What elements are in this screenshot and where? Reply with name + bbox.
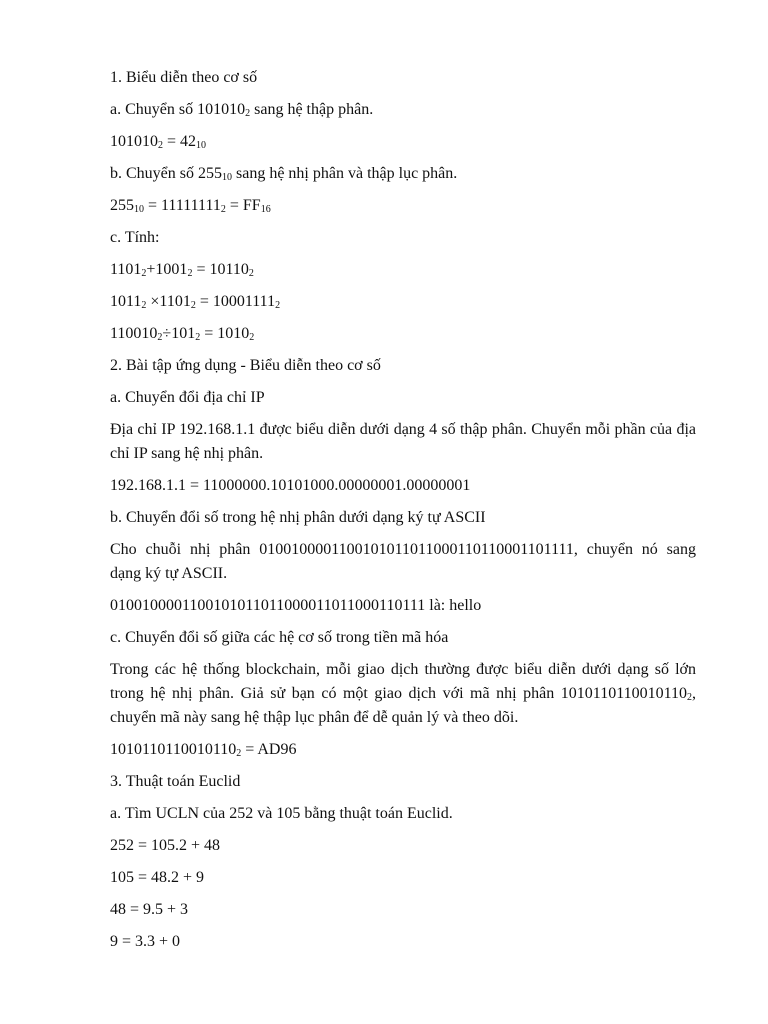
text: a. Chuyển số 101010	[110, 101, 246, 118]
section-2c-text	[110, 658, 696, 730]
base-subscript: 2	[190, 300, 196, 311]
text: sang hệ nhị phân và thập lục phân.	[232, 165, 458, 182]
operand: +1001	[146, 261, 188, 278]
result: = 1010	[200, 325, 250, 342]
number: = FF	[225, 197, 261, 214]
base-subscript: 2	[220, 204, 226, 215]
number: 101010	[110, 133, 158, 150]
result: = AD96	[241, 741, 297, 758]
result: = 10001111	[195, 293, 276, 310]
operand: 110010	[110, 325, 158, 342]
result: = 42	[163, 133, 197, 150]
euclid-step: 48 = 9.5 + 3	[110, 901, 189, 918]
section-2a-title: a. Chuyển đổi địa chỉ IP	[110, 389, 265, 406]
section-1b-answer	[110, 194, 696, 218]
base-subscript: 2	[141, 300, 147, 311]
section-1-title: 1. Biểu diễn theo cơ số	[110, 69, 258, 86]
section-1b-question	[110, 162, 696, 186]
operand: ÷101	[162, 325, 196, 342]
base-subscript: 16	[260, 204, 271, 215]
base-subscript: 2	[187, 268, 193, 279]
base-subscript: 2	[141, 268, 147, 279]
number: 1010110110010110	[110, 741, 237, 758]
section-3a-title: a. Tìm UCLN của 252 và 105 bằng thuật toán Euclid.	[110, 805, 453, 822]
section-2c-title: c. Chuyển đổi số giữa các hệ cơ số trong tiền mã hóa	[110, 629, 449, 646]
text: , chuyển mã này sang hệ thập lục phân để dễ quản lý và theo dõi.	[110, 685, 696, 726]
section-3-title: 3. Thuật toán Euclid	[110, 773, 241, 790]
calc-division	[110, 322, 696, 346]
text: sang hệ thập phân.	[250, 101, 374, 118]
section-2b-answer: 0100100001100101011011000011011000110111 là: hello	[110, 597, 482, 614]
text: b. Chuyển số 255	[110, 165, 222, 182]
section-1a-answer	[110, 130, 696, 154]
euclid-step: 252 = 105.2 + 48	[110, 837, 221, 854]
base-subscript: 2	[249, 332, 255, 343]
section-2a-text: Địa chỉ IP 192.168.1.1 được biểu diễn dưới dạng 4 số thập phân. Chuyển mỗi phần của địa chỉ IP sang hệ nhị phân.	[110, 421, 696, 462]
base-subscript: 2	[245, 108, 251, 119]
euclid-step: 9 = 3.3 + 0	[110, 933, 181, 950]
document-content	[110, 66, 696, 962]
number: = 11111111	[144, 197, 221, 214]
operand: ×1101	[146, 293, 191, 310]
base-subscript: 2	[157, 332, 163, 343]
base-subscript: 2	[195, 332, 201, 343]
result: = 10110	[192, 261, 249, 278]
section-1c-title: c. Tính:	[110, 229, 160, 246]
operand: 1011	[110, 293, 142, 310]
base-subscript: 2	[158, 140, 163, 151]
section-2c-answer	[110, 738, 696, 762]
text: Trong các hệ thống blockchain, mỗi giao dịch thường được biểu diễn dưới dạng số lớn trong hệ nhị phân. Giả sử bạn có một giao dịch với mã nhị phân 1010110110010110	[110, 661, 696, 702]
base-subscript: 10	[222, 172, 232, 183]
section-2-title: 2. Bài tập ứng dụng - Biểu diễn theo cơ số	[110, 357, 381, 374]
base-subscript: 2	[687, 692, 692, 703]
calc-addition	[110, 258, 696, 282]
euclid-step: 105 = 48.2 + 9	[110, 869, 205, 886]
base-subscript: 10	[196, 140, 207, 151]
base-subscript: 2	[275, 300, 281, 311]
calc-multiplication	[110, 290, 696, 314]
section-2b-text: Cho chuỗi nhị phân 0100100001100101011011000110110001101111, chuyển nó sang dạng ký tự ASCII.	[110, 541, 696, 582]
operand: 1101	[110, 261, 142, 278]
number: 255	[110, 197, 134, 214]
section-2b-title: b. Chuyển đổi số trong hệ nhị phân dưới dạng ký tự ASCII	[110, 509, 486, 526]
section-1a-question	[110, 98, 696, 122]
section-2a-answer: 192.168.1.1 = 11000000.10101000.00000001.00000001	[110, 477, 471, 494]
base-subscript: 10	[134, 204, 144, 215]
base-subscript: 2	[248, 268, 254, 279]
base-subscript: 2	[236, 748, 242, 759]
